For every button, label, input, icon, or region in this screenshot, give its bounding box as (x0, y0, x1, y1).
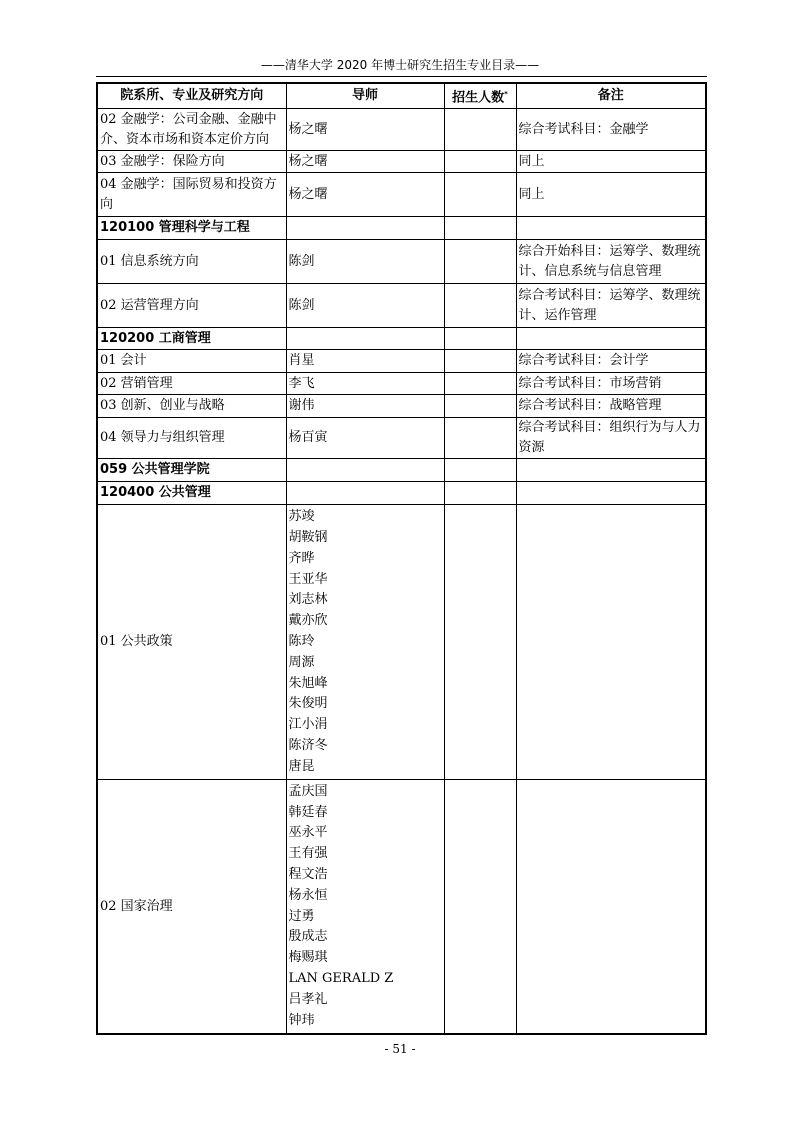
advisor-name: 陈玲 (288, 633, 315, 649)
recruit-cell (444, 284, 516, 328)
advisor-name: 胡鞍钢 (288, 529, 328, 545)
advisor-cell: 陈剑 (286, 240, 444, 284)
advisor-name: 吕孝礼 (288, 991, 328, 1007)
advisor-cell: 肖星 (286, 350, 444, 373)
column-header-program: 院系所、专业及研究方向 (97, 83, 286, 109)
advisor-cell: 谢伟 (286, 395, 444, 418)
program-cell: 03 金融学：保险方向 (97, 151, 286, 173)
recruit-cell (444, 373, 516, 395)
advisor-name: 江小涓 (288, 717, 328, 733)
recruit-cell (444, 459, 516, 482)
program-cell: 03 创新、创业与战略 (97, 395, 286, 418)
program-cell: 02 国家治理 (97, 780, 286, 1034)
program-cell: 04 领导力与组织管理 (97, 418, 286, 459)
group-row (97, 482, 706, 505)
advisor-name: 钟玮 (288, 1012, 315, 1028)
advisor-cell (286, 459, 444, 482)
notes-cell (516, 459, 706, 482)
advisor-name: 齐晔 (288, 550, 315, 566)
recruit-cell (444, 780, 516, 1034)
recruit-cell (444, 350, 516, 373)
group-heading-cell: 059 公共管理学院 (97, 459, 286, 482)
advisor-cell: 杨之曙 (286, 151, 444, 173)
table-row (97, 505, 706, 780)
table-row (97, 240, 706, 284)
advisor-name: 梅赐琪 (288, 950, 328, 966)
notes-cell (516, 780, 706, 1034)
notes-cell: 综合开始科目：运筹学、数理统计、信息系统与信息管理 (516, 240, 706, 284)
advisor-cell (286, 482, 444, 505)
recruit-cell (444, 395, 516, 418)
advisor-cell: 杨百寅 (286, 418, 444, 459)
advisor-cell: 陈剑 (286, 284, 444, 328)
column-header-advisor: 导师 (286, 83, 444, 109)
recruit-cell (444, 240, 516, 284)
advisor-name: 朱旭峰 (288, 675, 328, 691)
notes-cell: 综合考试科目：组织行为与人力资源 (516, 418, 706, 459)
advisor-name: 韩廷春 (288, 804, 328, 820)
program-catalog-table (96, 82, 707, 1035)
program-cell: 01 公共政策 (97, 505, 286, 780)
recruit-cell (444, 482, 516, 505)
advisor-name: 王有强 (288, 846, 328, 862)
program-cell: 04 金融学：国际贸易和投资方向 (97, 173, 286, 217)
table-row (97, 173, 706, 217)
program-cell: 02 运营管理方向 (97, 284, 286, 328)
advisor-name: 戴亦欣 (288, 613, 328, 629)
table-row (97, 418, 706, 459)
group-heading-cell: 120400 公共管理 (97, 482, 286, 505)
program-cell: 01 会计 (97, 350, 286, 373)
advisor-name: 苏竣 (288, 509, 315, 525)
column-header-recruit-label: 招生人数 (452, 90, 505, 106)
advisor-name: 杨永恒 (288, 887, 328, 903)
page-header: ——清华大学 2020 年博士研究生招生专业目录—— (260, 58, 540, 72)
notes-cell: 同上 (516, 151, 706, 173)
group-heading-cell: 120100 管理科学与工程 (97, 217, 286, 240)
table-row (97, 373, 706, 395)
advisor-name: 过勇 (288, 908, 315, 924)
group-row (97, 217, 706, 240)
program-cell: 01 信息系统方向 (97, 240, 286, 284)
table-row (97, 395, 706, 418)
recruit-cell (444, 217, 516, 240)
advisor-name: 周源 (288, 654, 315, 670)
notes-cell: 同上 (516, 173, 706, 217)
header-rule (96, 76, 707, 77)
notes-cell: 综合考试科目：运筹学、数理统计、运作管理 (516, 284, 706, 328)
advisor-name: 朱俊明 (288, 696, 328, 712)
notes-cell: 综合考试科目：会计学 (516, 350, 706, 373)
program-cell: 02 金融学：公司金融、金融中介、资本市场和资本定价方向 (97, 109, 286, 151)
notes-cell: 综合考试科目：战略管理 (516, 395, 706, 418)
table-row (97, 780, 706, 1034)
advisor-list-cell (286, 505, 444, 780)
advisor-name: 唐昆 (288, 758, 315, 774)
advisor-name: 孟庆国 (288, 783, 328, 799)
notes-cell (516, 505, 706, 780)
recruit-cell (444, 418, 516, 459)
notes-cell (516, 328, 706, 350)
advisor-name: 殷成志 (288, 929, 328, 945)
table-row (97, 151, 706, 173)
program-cell: 02 营销管理 (97, 373, 286, 395)
group-row (97, 328, 706, 350)
advisor-name: 程文浩 (288, 866, 328, 882)
advisor-name: LAN GERALD Z (288, 970, 394, 986)
table-row (97, 284, 706, 328)
advisor-list-cell (286, 780, 444, 1034)
advisor-cell: 李飞 (286, 373, 444, 395)
notes-cell: 综合考试科目：金融学 (516, 109, 706, 151)
advisor-name: 刘志林 (288, 592, 328, 608)
table-header-row (97, 83, 706, 109)
recruit-cell (444, 328, 516, 350)
column-header-notes: 备注 (516, 83, 706, 109)
advisor-name: 陈济冬 (288, 737, 328, 753)
group-row (97, 459, 706, 482)
table-row (97, 350, 706, 373)
recruit-cell (444, 151, 516, 173)
notes-cell (516, 482, 706, 505)
recruit-footnote-mark: * (504, 90, 508, 98)
advisor-cell: 杨之曙 (286, 173, 444, 217)
group-heading-cell: 120200 工商管理 (97, 328, 286, 350)
column-header-recruit (444, 83, 516, 109)
advisor-cell (286, 217, 444, 240)
table-row (97, 109, 706, 151)
advisor-cell: 杨之曙 (286, 109, 444, 151)
recruit-cell (444, 173, 516, 217)
recruit-cell (444, 109, 516, 151)
notes-cell: 综合考试科目：市场营销 (516, 373, 706, 395)
advisor-cell (286, 328, 444, 350)
recruit-cell (444, 505, 516, 780)
advisor-name: 王亚华 (288, 571, 328, 587)
page-number: - 51 - (384, 1042, 416, 1056)
advisor-name: 巫永平 (288, 825, 328, 841)
notes-cell (516, 217, 706, 240)
